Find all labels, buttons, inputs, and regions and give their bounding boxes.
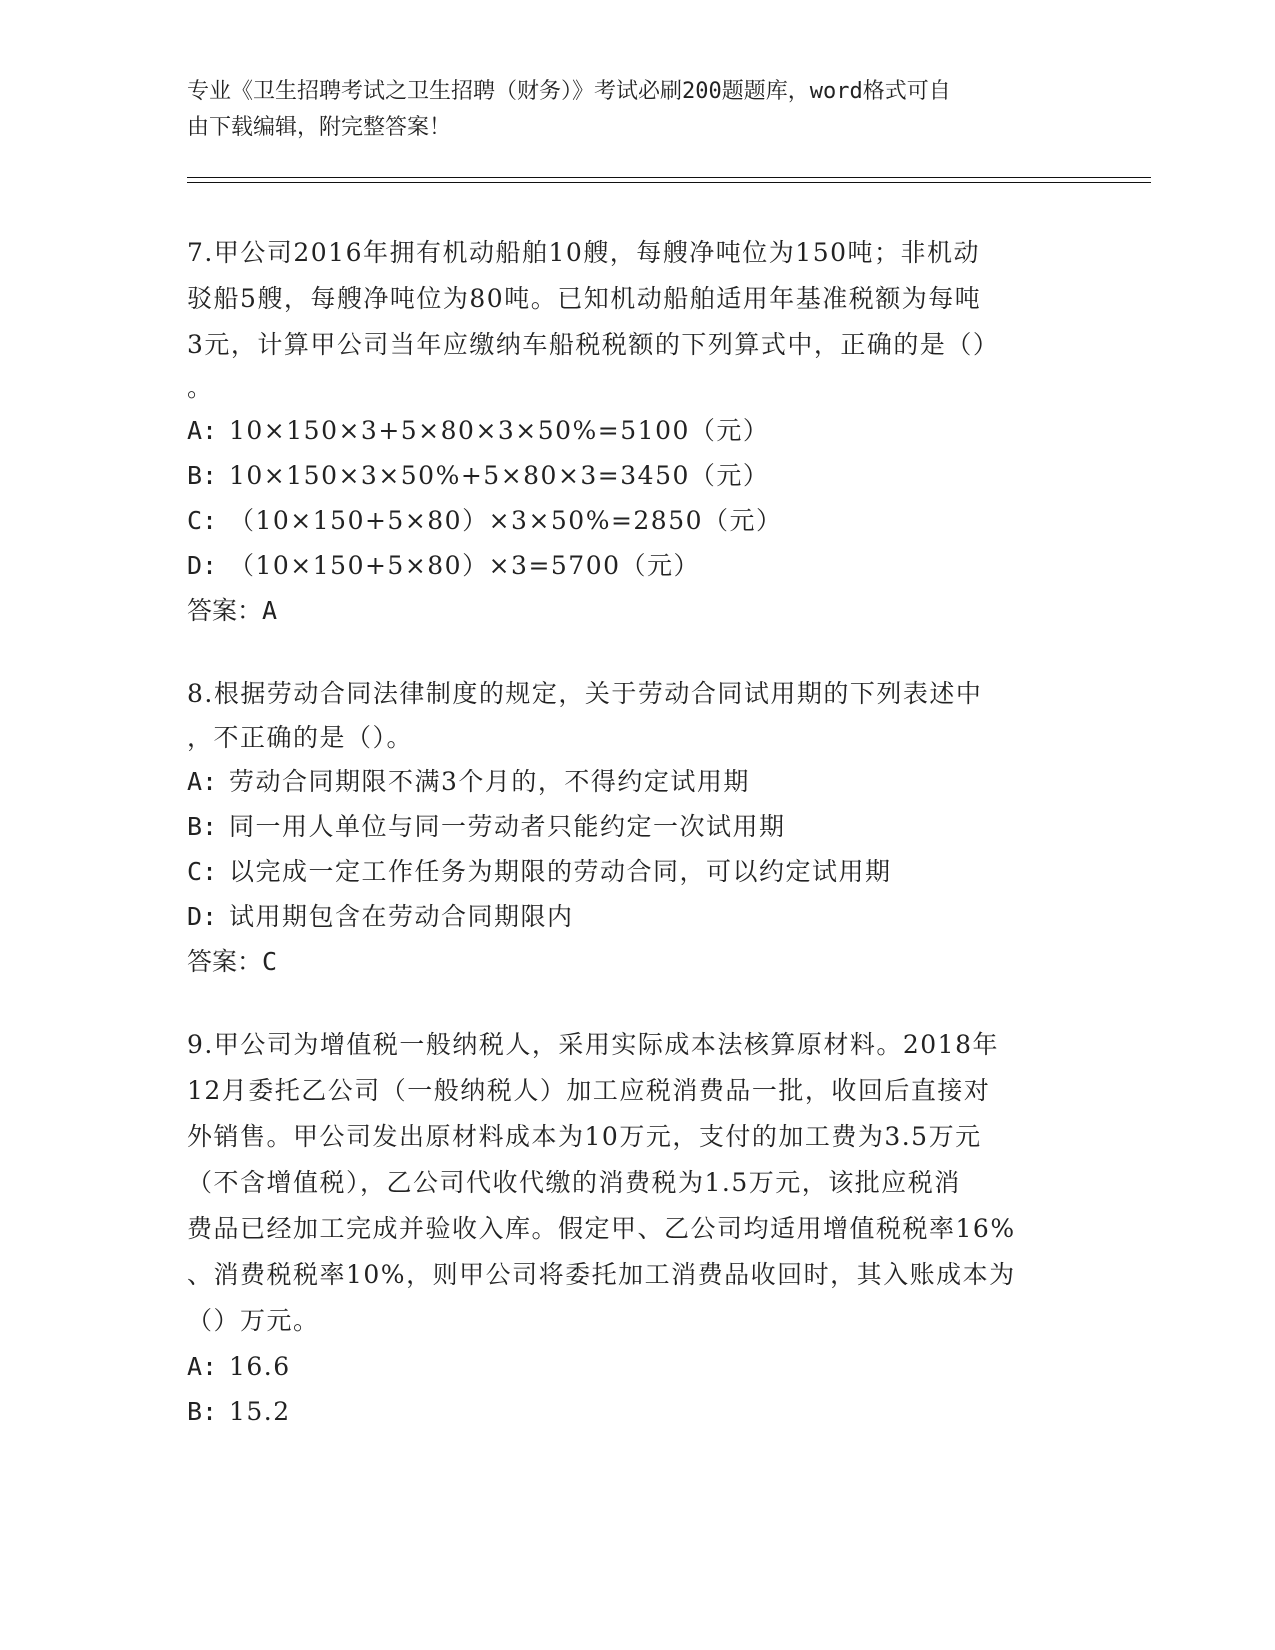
option-letter: D: <box>187 551 218 580</box>
option-letter: B: <box>187 812 218 841</box>
document-header <box>187 74 1067 146</box>
option-letter: A: <box>187 416 218 445</box>
option-letter: B: <box>187 461 218 490</box>
question-stem-line: 费品已经加工完成并验收入库。假定甲、乙公司均适用增值税税率16% <box>187 1214 1016 1243</box>
option-letter: C: <box>187 857 218 886</box>
question-stem-line: 驳船5艘，每艘净吨位为80吨。已知机动船舶适用年基准税额为每吨 <box>187 284 982 313</box>
question-stem-line: 7.甲公司2016年拥有机动船舶10艘，每艘净吨位为150吨；非机动 <box>187 238 981 267</box>
option-text: 16.6 <box>229 1352 291 1381</box>
option-text: 10×150×3×50%+5×80×3=3450（元） <box>229 461 770 490</box>
header-divider-top <box>187 177 1151 178</box>
question-stem-line: 9.甲公司为增值税一般纳税人，采用实际成本法核算原材料。2018年 <box>187 1030 999 1059</box>
question-stem-line: ，不正确的是（）。 <box>187 723 414 752</box>
header-line: 由下载编辑，附完整答案！ <box>187 115 452 140</box>
option-b <box>187 453 1087 498</box>
question-stem-line: （不含增值税），乙公司代收代缴的消费税为1.5万元，该批应税消 <box>187 1168 961 1197</box>
answer-line <box>187 939 1087 984</box>
option-text: 劳动合同期限不满3个月的，不得约定试用期 <box>229 767 750 796</box>
header-line: 专业《卫生招聘考试之卫生招聘（财务）》考试必刷200题题库，word格式可自 <box>187 79 951 104</box>
question-list <box>187 230 1087 1472</box>
answer-value: A <box>262 596 278 625</box>
option-text: 试用期包含在劳动合同期限内 <box>229 902 574 931</box>
question-stem-line: （）万元。 <box>187 1306 320 1335</box>
option-d <box>187 543 1087 588</box>
header-divider-bottom <box>187 182 1151 183</box>
option-letter: D: <box>187 902 218 931</box>
option-a <box>187 1344 1087 1389</box>
question-stem-line: 8.根据劳动合同法律制度的规定，关于劳动合同试用期的下列表述中 <box>187 679 983 708</box>
answer-label: 答案： <box>187 947 263 976</box>
option-a <box>187 408 1087 453</box>
question-stem-line: 外销售。甲公司发出原材料成本为10万元，支付的加工费为3.5万元 <box>187 1122 982 1151</box>
option-text: 15.2 <box>229 1397 291 1426</box>
option-c <box>187 849 1087 894</box>
option-letter: B: <box>187 1397 218 1426</box>
option-text: （10×150+5×80）×3=5700（元） <box>229 551 701 580</box>
option-text: （10×150+5×80）×3×50%=2850（元） <box>229 506 783 535</box>
option-b <box>187 804 1087 849</box>
question-7 <box>187 230 1087 633</box>
option-c <box>187 498 1087 543</box>
option-b <box>187 1389 1087 1434</box>
question-stem-line: 12月委托乙公司（一般纳税人）加工应税消费品一批，收回后直接对 <box>187 1076 991 1105</box>
question-9 <box>187 1022 1087 1434</box>
question-stem-line: 3元，计算甲公司当年应缴纳车船税税额的下列算式中，正确的是（） <box>187 330 1000 359</box>
question-stem-line: 。 <box>187 373 214 402</box>
question-stem-line: 、消费税税率10%，则甲公司将委托加工消费品收回时，其入账成本为 <box>187 1260 1016 1289</box>
option-letter: A: <box>187 767 218 796</box>
option-letter: A: <box>187 1352 218 1381</box>
option-text: 同一用人单位与同一劳动者只能约定一次试用期 <box>229 812 786 841</box>
answer-value: C <box>262 947 278 976</box>
answer-label: 答案： <box>187 596 263 625</box>
question-8 <box>187 671 1087 984</box>
option-d <box>187 894 1087 939</box>
answer-line <box>187 588 1087 633</box>
option-letter: C: <box>187 506 218 535</box>
option-text: 10×150×3+5×80×3×50%=5100（元） <box>229 416 770 445</box>
option-text: 以完成一定工作任务为期限的劳动合同，可以约定试用期 <box>229 857 892 886</box>
option-a <box>187 759 1087 804</box>
